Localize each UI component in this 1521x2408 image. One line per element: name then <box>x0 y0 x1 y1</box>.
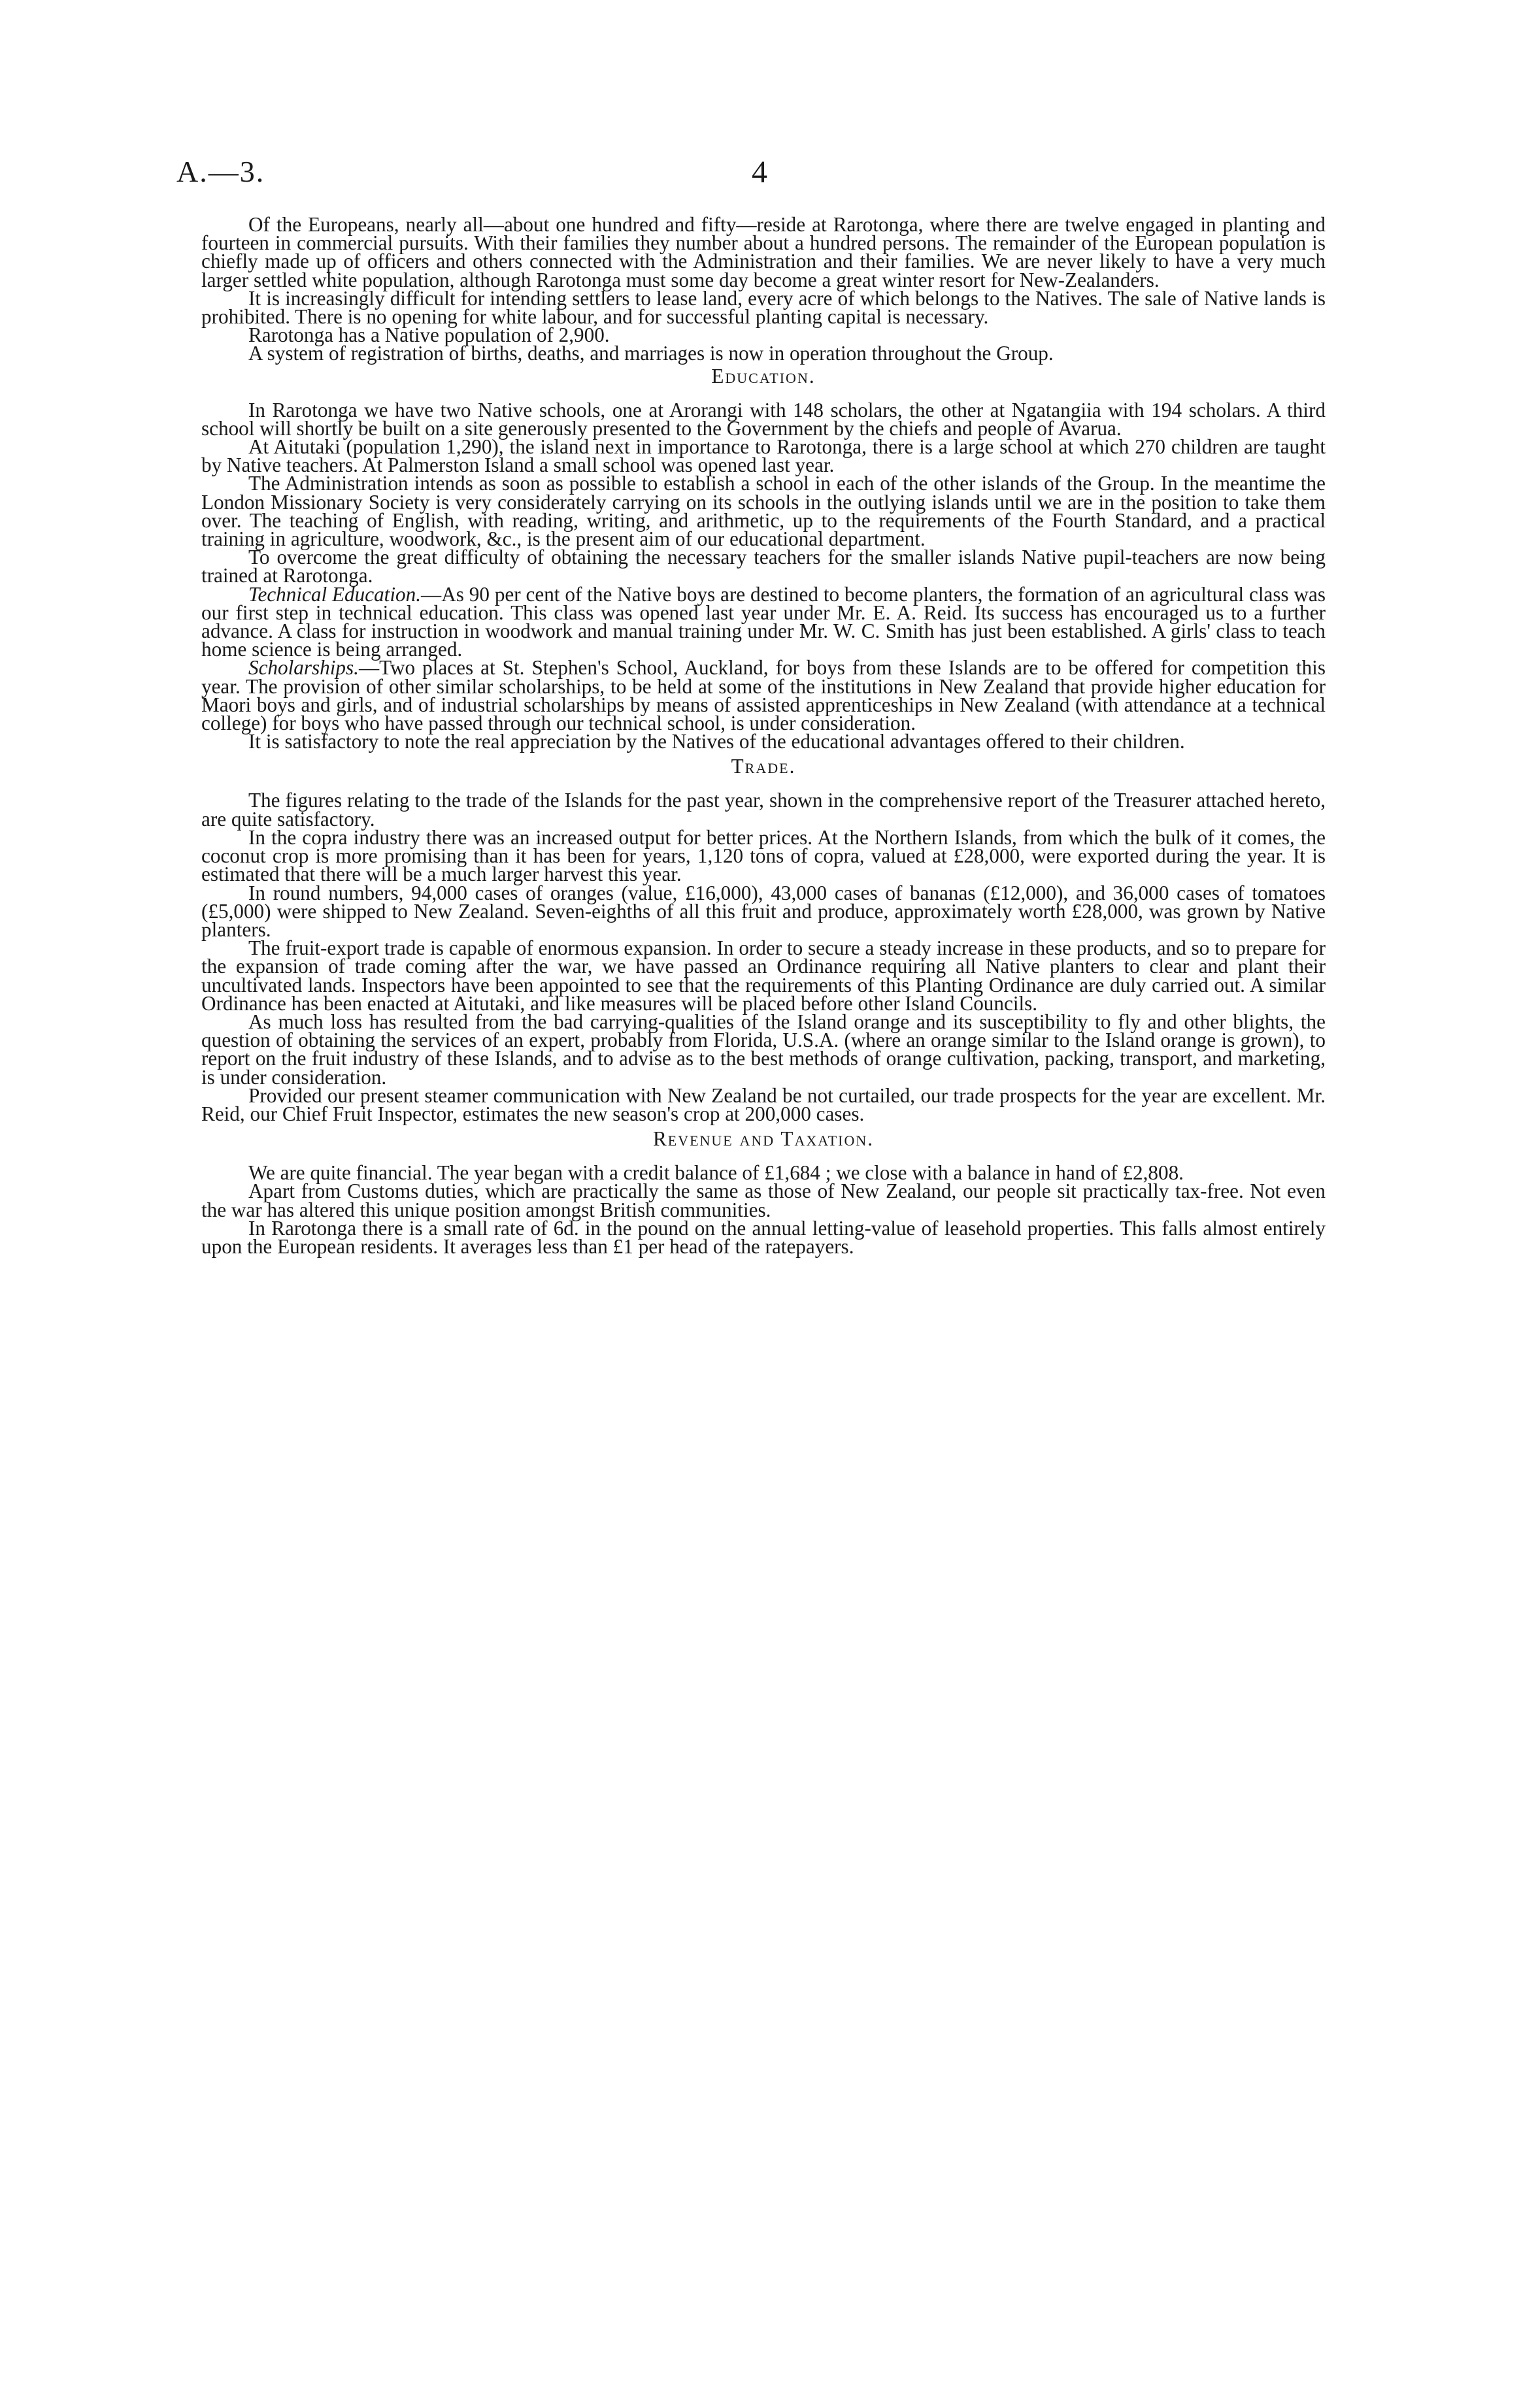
paragraph: The fruit-export trade is capable of enormous expansion. In order to secure a steady increase in these products, and so to prepare for the expansion of trade coming after the war, we have passed an Ordinance requiring all Native planters to clear and plant their uncultivated lands. Inspectors have been appointed to see that the requirements of this Planting Ordinance are duly carried out. A similar Ordinance has been enacted at Aitutaki, and like measures will be placed before other Island Councils. <box>201 936 1326 1015</box>
paragraph: The Administration intends as soon as possible to establish a school in each of the other islands of the Group. In the meantime the London Missionary Society is very considerately carrying on its schools in the outlying islands until we are in the position to take them over. The teaching of English, with reading, writing, and arithmetic, up to the requirements of the Fourth Standard, and a practical training in agriculture, woodwork, &c., is the present aim of our educational department. <box>201 472 1326 551</box>
section-heading-trade: Trade. <box>731 755 796 778</box>
revenue-section <box>201 1127 1326 1258</box>
document-body <box>201 213 1326 1258</box>
paragraph: Apart from Customs duties, which are practically the same as those of New Zealand, our people sit practically tax-free. Not even the war has altered this unique position amongst British communities. <box>201 1179 1326 1221</box>
page-header <box>176 154 1327 200</box>
section-heading-education: Education. <box>711 364 816 388</box>
subheading-technical-education: Technical Education. <box>248 582 421 606</box>
paragraph-scholarships <box>201 656 1326 735</box>
paragraph: In round numbers, 94,000 cases of oranges (value, £16,000), 43,000 cases of bananas (£12,000), and 36,000 cases of tomatoes (£5,000) were shipped to New Zealand. Seven-eighths of all this fruit and produce, approximately worth £28,000, was grown by Native planters. <box>201 881 1326 941</box>
paragraph: The figures relating to the trade of the Islands for the past year, shown in the comprehensive report of the Treasurer attached hereto, are quite satisfactory. <box>201 789 1326 831</box>
paragraph-text: —As 90 per cent of the Native boys are destined to become planters, the formation of an agricultural class was our first step in technical education. This class was opened last year under Mr. E. A. Reid. Its success has encouraged us to a further advance. A class for instruction in woodwork and manual training under Mr. W. C. Smith has just been established. A girls' class to teach home science is being arranged. <box>201 582 1326 661</box>
paragraph-text: —Two places at St. Stephen's School, Auckland, for boys from these Islands are to be offered for competition this year. The provision of other similar scholarships, to be held at some of the institutions in New Zealand that provide higher education for Maori boys and girls, and of industrial scholarships by means of assisted apprenticeships in New Zealand (with attendance at a technical college) for boys who have passed through our technical school, is under consideration. <box>201 656 1326 735</box>
paragraph: We are quite financial. The year began with a credit balance of £1,684 ; we close with a balance in hand of £2,808. <box>248 1161 1184 1185</box>
intro-section <box>201 213 1326 365</box>
page-number: 4 <box>752 155 767 190</box>
document-reference: A.—3. <box>176 155 265 188</box>
paragraph-technical-education <box>201 582 1326 661</box>
paragraph: It is satisfactory to note the real appreciation by the Natives of the educational advantages offered to their children. <box>248 730 1185 753</box>
paragraph: At Aitutaki (population 1,290), the island next in importance to Rarotonga, there is a large school at which 270 children are taught by Native teachers. At Palmerston Island a small school was opened last year. <box>201 435 1326 477</box>
paragraph: To overcome the great difficulty of obtaining the necessary teachers for the smaller islands Native pupil-teachers are now being trained at Rarotonga. <box>201 546 1326 587</box>
subheading-scholarships: Scholarships. <box>248 656 359 680</box>
paragraph: A system of registration of births, deaths, and marriages is now in operation throughout the Group. <box>248 342 1054 365</box>
paragraph: As much loss has resulted from the bad carrying-qualities of the Island orange and its susceptibility to fly and other blights, the question of obtaining the services of an expert, probably from Florida, U.S.A. (where an orange similar to the Island orange is grown), to report on the fruit industry of these Islands, and to advise as to the best methods of orange cultivation, packing, transport, and marketing, is under consideration. <box>201 1010 1326 1089</box>
paragraph: Of the Europeans, nearly all—about one hundred and fifty—reside at Rarotonga, where there are twelve engaged in planting and fourteen in commercial pursuits. With their families they number about a hundred persons. The remainder of the European population is chiefly made up of officers and others connected with the Administration and their families. We are never likely to have a very much larger settled white population, although Rarotonga must some day become a great winter resort for New-Zealanders. <box>201 213 1326 291</box>
paragraph: In Rarotonga we have two Native schools, one at Arorangi with 148 scholars, the other at Ngatangiia with 194 scholars. A third school will shortly be built on a site generously presented to the Government by the chiefs and people of Avarua. <box>201 398 1326 440</box>
paragraph: Provided our present steamer communication with New Zealand be not curtailed, our trade prospects for the year are excellent. Mr. Reid, our Chief Fruit Inspector, estimates the new season's crop at 200,000 cases. <box>201 1083 1326 1125</box>
paragraph: It is increasingly difficult for intending settlers to lease land, every acre of which belongs to the Natives. The sale of Native lands is prohibited. There is no opening for white labour, and for successful planting capital is necessary. <box>201 286 1326 329</box>
education-section <box>201 364 1326 753</box>
trade-section <box>201 757 1326 1123</box>
paragraph: Rarotonga has a Native population of 2,900. <box>248 323 610 347</box>
section-heading-revenue: Revenue and Taxation. <box>652 1127 875 1151</box>
paragraph: In the copra industry there was an increased output for better prices. At the Northern Islands, from which the bulk of it comes, the coconut crop is more promising than it has been for years, 1,120 tons of copra, valued at £28,000, were exported during the year. It is estimated that there will be a much larger harvest this year. <box>201 825 1326 886</box>
paragraph: In Rarotonga there is a small rate of 6d. in the pound on the annual letting-value of leasehold properties. This falls almost entirely upon the European residents. It averages less than £1 per head of the ratepayers. <box>201 1216 1326 1258</box>
